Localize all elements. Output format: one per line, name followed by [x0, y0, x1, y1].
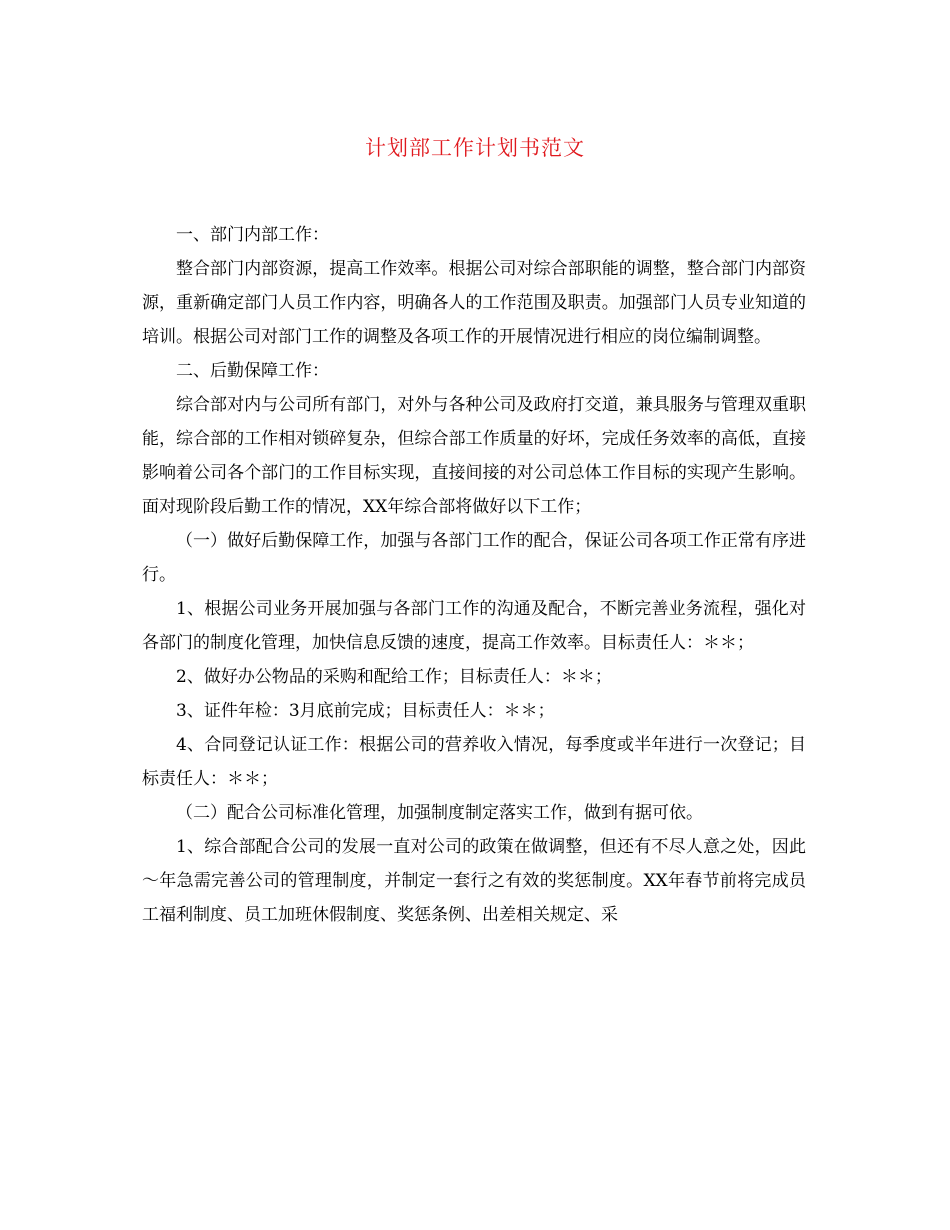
list-item: 1、根据公司业务开展加强与各部门工作的沟通及配合，不断完善业务流程，强化对各部门的制度化管理，加快信息反馈的速度，提高工作效率。目标责任人：＊＊； [142, 599, 806, 653]
document-title: 计划部工作计划书范文 [365, 136, 585, 160]
list-item: 4、合同登记认证工作：根据公司的营养收入情况，每季度或半年进行一次登记；目标责任人：＊＊； [142, 735, 806, 789]
list-item: 1、综合部配合公司的发展一直对公司的政策在做调整，但还有不尽人意之处，因此～年急需完善公司的管理制度，并制定一套行之有效的奖惩制度。XX年春节前将完成员工福利制度、员工加班休假制度、奖惩条例、出差相关规定、采 [142, 837, 806, 925]
paragraph: 综合部对内与公司所有部门，对外与各种公司及政府打交道，兼具服务与管理双重职能，综合部的工作相对锁碎复杂，但综合部工作质量的好坏，完成任务效率的高低，直接影响着公司各个部门的工作目标实现，直接间接的对公司总体工作目标的实现产生影响。面对现阶段后勤工作的情况，XX年综合部将做好以下工作； [142, 395, 806, 517]
section-heading: 一、部门内部工作： [176, 225, 329, 245]
subsection-heading: （二）配合公司标准化管理，加强制度制定落实工作，做到有据可依。 [176, 803, 703, 823]
document-body [142, 218, 806, 932]
subsection-heading: （一）做好后勤保障工作，加强与各部门工作的配合，保证公司各项工作正常有序进行。 [142, 531, 806, 585]
paragraph: 整合部门内部资源，提高工作效率。根据公司对综合部职能的调整，整合部门内部资源，重新确定部门人员工作内容，明确各人的工作范围及职责。加强部门人员专业知道的培训。根据公司对部门工作的调整及各项工作的开展情况进行相应的岗位编制调整。 [142, 259, 806, 347]
list-item: 2、做好办公物品的采购和配给工作；目标责任人：＊＊； [176, 667, 612, 687]
section-heading: 二、后勤保障工作： [176, 361, 329, 381]
list-item: 3、证件年检：3月底前完成；目标责任人：＊＊； [176, 701, 555, 721]
